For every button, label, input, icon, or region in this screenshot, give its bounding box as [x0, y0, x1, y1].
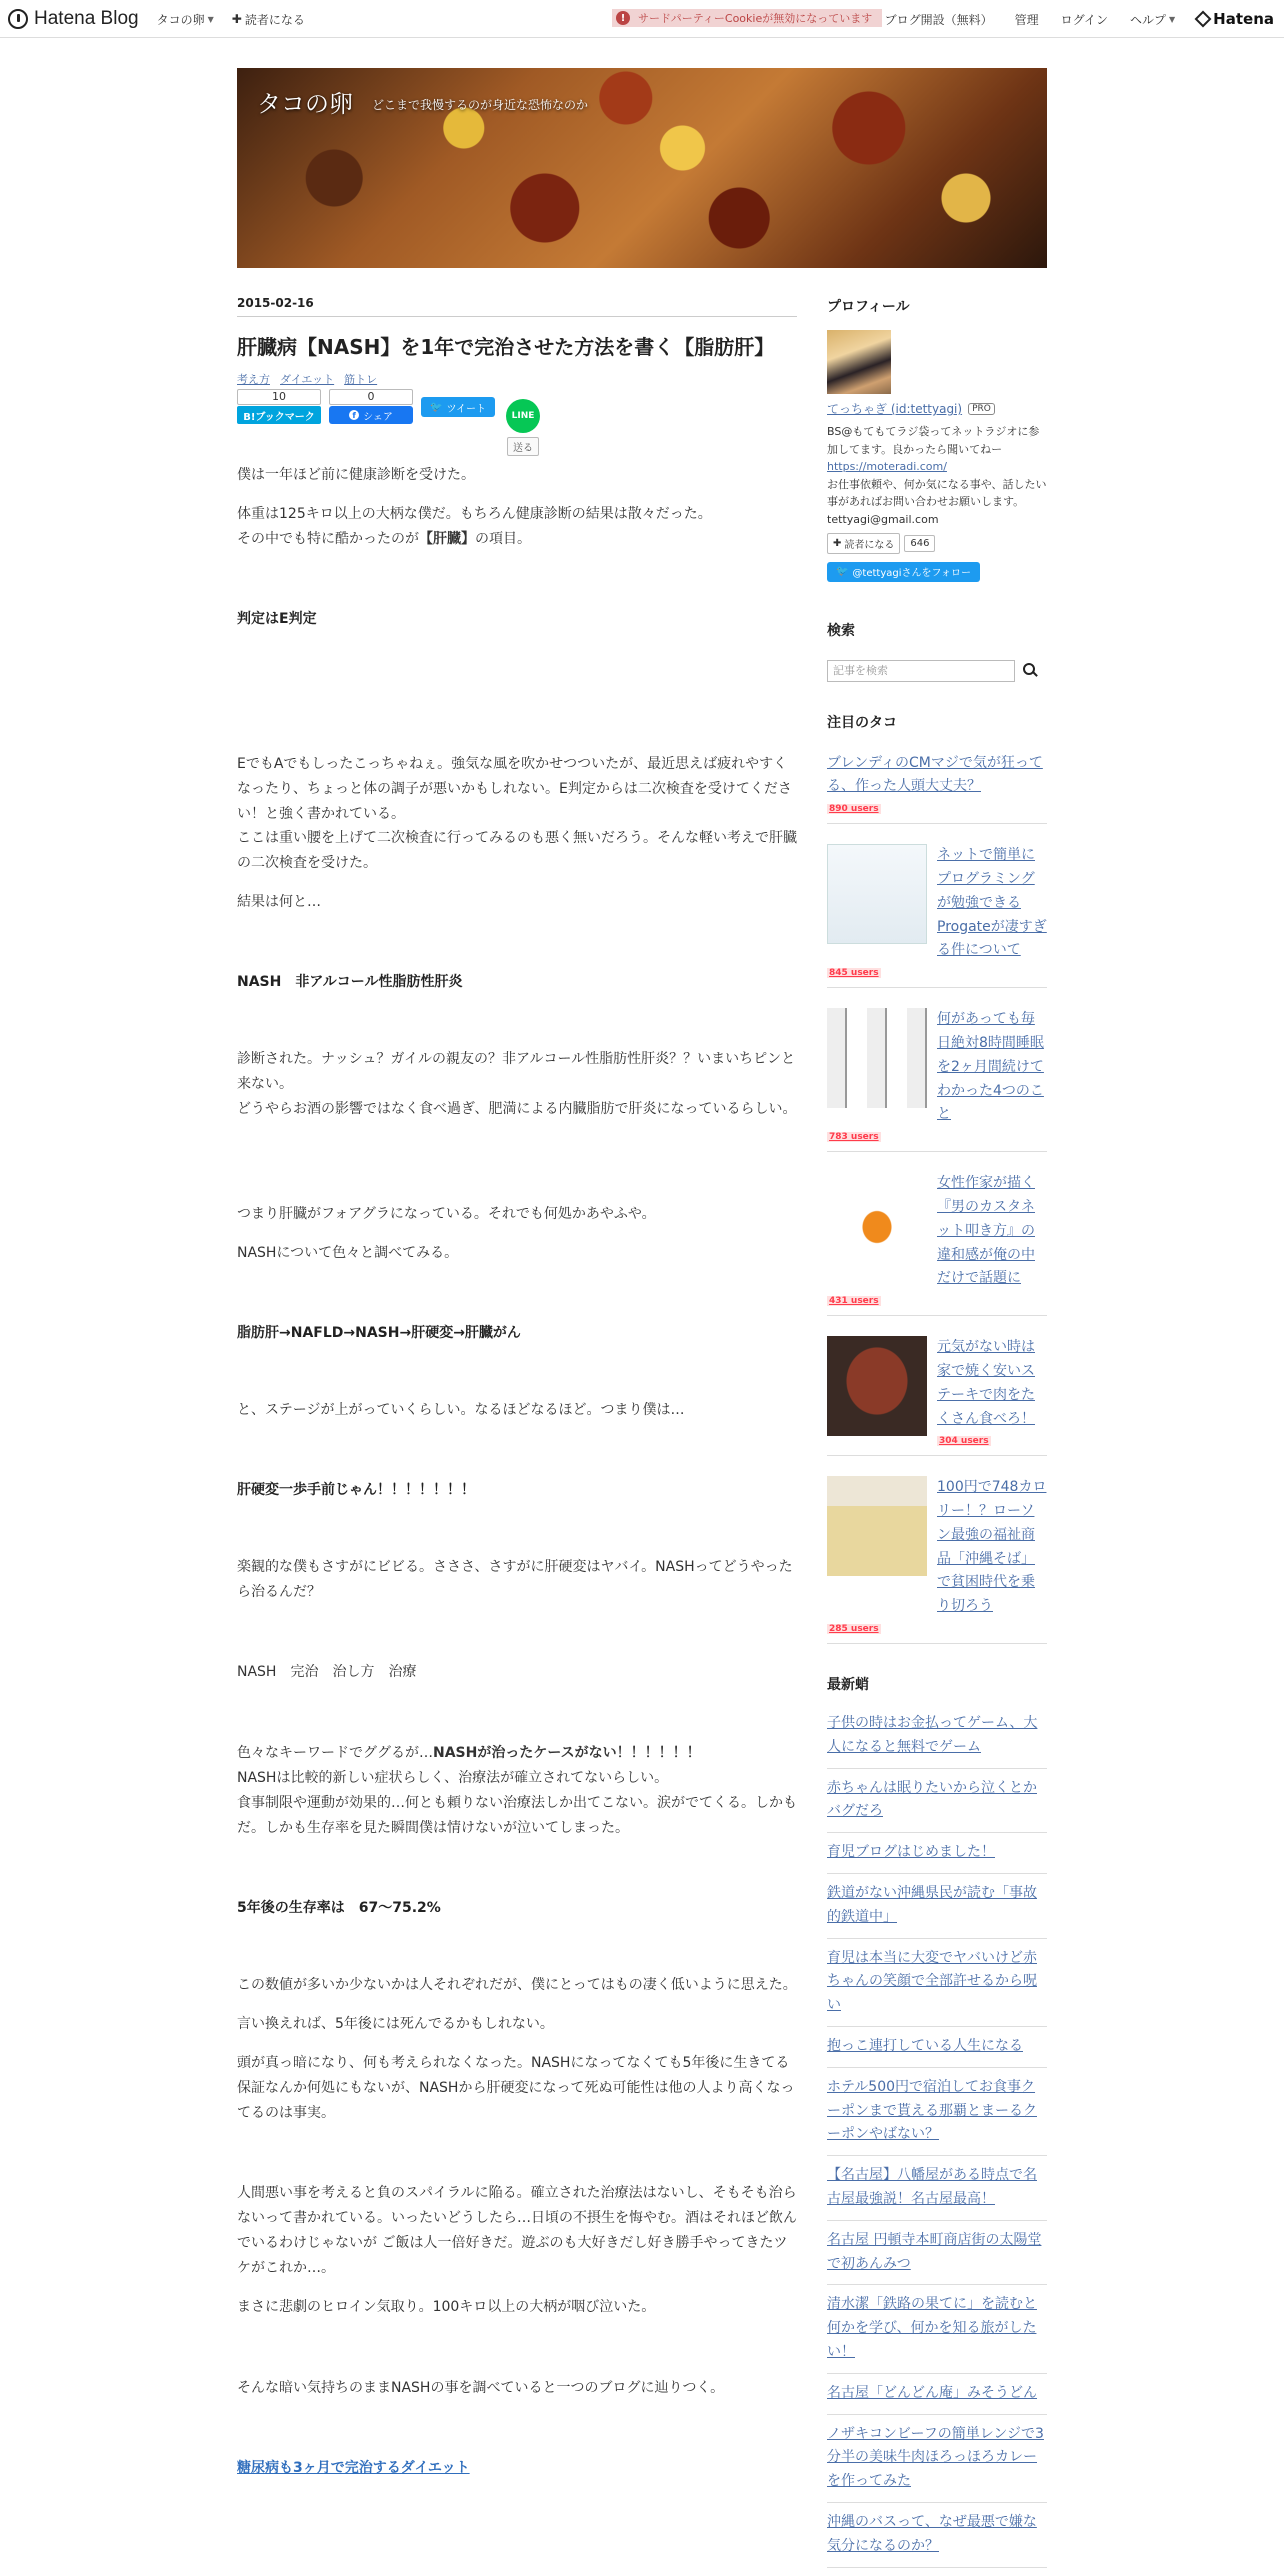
entry-thumbnail[interactable] — [827, 844, 927, 944]
list-item — [827, 1939, 1047, 2027]
list-item — [827, 1008, 1047, 1152]
list-item — [827, 1708, 1047, 1769]
profile-name-link[interactable]: てっちゃぎ (id:tettyagi) — [827, 402, 963, 416]
category-link[interactable]: ダイエット — [280, 373, 335, 386]
cookie-warning[interactable] — [612, 9, 882, 27]
twitter-follow-button[interactable] — [827, 562, 980, 582]
facebook-icon: f — [349, 410, 359, 420]
recent-entry-link[interactable]: 育児ブログはじめました！ — [827, 1844, 995, 1861]
facebook-share-button[interactable] — [329, 406, 413, 424]
recent-entry-link[interactable]: 清水潔「鉄路の果てに」を読むと何かを学び、何かを知る旅がしたい！ — [827, 2296, 1037, 2361]
sidebar — [827, 296, 1047, 2568]
blog-menu[interactable] — [157, 11, 214, 28]
popular-entry-link[interactable]: ネットで簡単にプログラミングが勉強できるProgateが凄すぎる件について — [937, 847, 1047, 959]
brand-text: Hatena Blog — [34, 8, 139, 29]
follow-label: @tettyagiさんをフォロー — [852, 568, 972, 580]
help-menu[interactable] — [1130, 11, 1175, 28]
paragraph: ここは重い腰を上げて二次検査に行ってみるのも悪く無いだろう。そんな軽い考えで肝臓の二次検査を受けた。 — [237, 830, 797, 872]
line-button[interactable]: LINE — [506, 399, 540, 433]
global-header — [0, 0, 1284, 38]
main-article — [237, 296, 797, 2477]
recent-entry-link[interactable]: 沖縄のバスって、なぜ最悪で嫌な気分になるのか？ — [827, 2514, 1037, 2554]
paragraph: そんな暗い気持ちのままNASHの事を調べていると一つのブログに辿りつく。 — [237, 2380, 725, 2396]
line-send-button[interactable]: 送る — [507, 437, 539, 456]
search-row — [827, 660, 1047, 682]
paragraph: 人間悪い事を考えると負のスパイラルに陥る。確立された治療法はないし、そもそも治らないって書かれている。いったいどうしたら…日頃の不摂生を悔やむ。酒はそれほど飲んでいるわけじゃないが ご飯は人一倍好きだ。遊ぶのも大好きだし好き勝手やってきたツケがこれか…。 — [237, 2185, 797, 2277]
paragraph: NASHについて色々と調べてみる。 — [237, 1244, 459, 1261]
reader-count: 646 — [904, 535, 935, 552]
popular-text-block — [937, 1336, 1047, 1447]
list-item — [827, 2415, 1047, 2503]
text: 色々なキーワードでググるが… — [237, 1745, 433, 1762]
facebook-share-label: シェア — [363, 411, 393, 423]
bold-text: 【肝臓】 — [419, 530, 475, 547]
search-icon[interactable] — [1021, 662, 1039, 680]
social-buttons — [237, 389, 797, 454]
bookmark-users-count[interactable]: 285 users — [829, 1624, 879, 1635]
popular-entry-link[interactable]: 元気がない時は家で焼く安いステーキで肉をたくさん食べろ！ — [937, 1339, 1035, 1427]
paragraph — [237, 2457, 797, 2477]
paragraph: と、ステージが上がっていくらしい。なるほどなるほど。つまり僕は… — [237, 1401, 685, 1418]
blog-title[interactable]: タコの卵 — [257, 90, 353, 118]
paragraph: 体重は125キロ以上の大柄な僕だ。もちろん健康診断の結果は散々だった。 — [237, 505, 712, 522]
paragraph — [237, 527, 797, 552]
paragraph: つまり肝臓がフォアグラになっている。それでも何処かあやふや。 — [237, 1205, 656, 1222]
profile-name-row — [827, 400, 1047, 417]
subscribe-button[interactable] — [827, 533, 900, 554]
paragraph: 結果は何と… — [237, 894, 321, 911]
facebook-box — [329, 389, 413, 424]
popular-row — [827, 844, 1047, 963]
list-item — [827, 1874, 1047, 1939]
popular-entry-link[interactable]: 何があっても毎日絶対8時間睡眠を2ヶ月間続けてわかった4つのこと — [937, 1011, 1044, 1123]
paragraph: 僕は一年ほど前に健康診断を受けた。 — [237, 467, 475, 483]
chevron-down-icon: ▼ — [207, 14, 214, 24]
article-link[interactable]: 糖尿病も3ヶ月で完治するダイエット — [237, 2459, 470, 2476]
reader-row — [827, 533, 1047, 554]
bookmark-count: 10 — [237, 389, 321, 405]
section-heading: NASH 非アルコール性脂肪性肝炎 — [237, 974, 463, 991]
hatena-bookmark-box — [237, 389, 321, 424]
profile-heading: プロフィール — [827, 299, 910, 315]
tweet-button[interactable] — [421, 397, 495, 417]
entry-title[interactable]: 肝臓病【NASH】を1年で完治させた方法を書く【脂肪肝】 — [237, 335, 775, 359]
paragraph: EでもAでもしったこっちゃねぇ。強気な風を吹かせつついたが、最近思えば疲れやすくなったり、ちょっと体の調子が悪いかもしれない。E判定からは二次検査を受けてください！と強く書かれている。 — [237, 755, 792, 822]
bookmark-users-count[interactable]: 890 users — [829, 804, 879, 815]
list-item — [827, 1769, 1047, 1834]
popular-row — [827, 1008, 1047, 1127]
entry-thumbnail[interactable] — [827, 1172, 927, 1272]
profile-link[interactable]: https://moteradi.com/ — [827, 460, 947, 474]
paragraph: NASH 完治 治し方 治療 — [237, 1664, 417, 1681]
warning-icon: ! — [616, 11, 630, 25]
help-label: ヘルプ — [1130, 12, 1167, 27]
hatena-mark-icon — [1195, 11, 1212, 28]
search-heading: 検索 — [827, 622, 855, 639]
plus-icon: ✚ — [231, 12, 242, 26]
recent-entry-link[interactable]: 赤ちゃんは眠りたいから泣くとかバグだろ — [827, 1779, 1037, 1820]
list-item — [827, 2156, 1047, 2221]
recent-entry-link[interactable]: 名古屋「どんどん庵」みそうどん — [827, 2384, 1037, 2401]
recent-entry-link[interactable]: 名古屋 円頓寺本町商店街の太陽堂で初あんみつ — [827, 2231, 1042, 2272]
paragraph: 診断された。ナッシュ？ガイルの親友の？非アルコール性脂肪性肝炎？？いまいちピンと来ない。 — [237, 1051, 796, 1093]
text: その中でも特に酷かったのが — [237, 530, 419, 547]
entry-thumbnail[interactable] — [827, 1008, 927, 1108]
twitter-bird-icon: 🐦 — [835, 566, 849, 578]
search-input[interactable] — [827, 660, 1015, 682]
entry-thumbnail[interactable] — [827, 1476, 927, 1576]
popular-row — [827, 1336, 1047, 1447]
manage-link[interactable]: 管理 — [1014, 12, 1039, 27]
list-item — [827, 2027, 1047, 2068]
list-item — [827, 2503, 1047, 2568]
recent-entry-link[interactable]: 子供の時はお金払ってゲーム、大人になると無料でゲーム — [827, 1715, 1038, 1755]
section-heading: 5年後の生存率は 67～75.2% — [237, 1899, 441, 1916]
hatena-logo-icon — [8, 9, 28, 29]
entry-date[interactable]: 2015-02-16 — [237, 296, 797, 317]
category-link[interactable]: 筋トレ — [344, 373, 378, 386]
twitter-bird-icon: 🐦 — [430, 401, 443, 413]
list-item — [827, 1336, 1047, 1456]
global-header-left — [8, 0, 305, 38]
section-heading: 肝硬変一歩手前じゃん！！！！！！！ — [237, 1481, 475, 1498]
paragraph: 言い換えれば、5年後には死んでるかもしれない。 — [237, 2015, 554, 2032]
bookmark-users-count[interactable]: 304 users — [939, 1436, 989, 1447]
chevron-down-icon: ▼ — [1169, 14, 1176, 24]
list-item — [827, 752, 1047, 825]
blog-header-banner — [237, 68, 1047, 268]
paragraph: 食事制限や運動が効果的…何とも頼りない治療法しか出てこない。涙がでてくる。しかもだ。しかも生存率を見た瞬間僕は情けないが泣いてしまった。 — [237, 1795, 797, 1837]
bookmark-users-count[interactable]: 845 users — [829, 968, 879, 979]
profile-email: tettyagi@gmail.com — [827, 512, 939, 526]
popular-entry-link[interactable]: 女性作家が描く『男のカスタネット叩き方』の違和感が俺の中だけで話題に — [937, 1175, 1035, 1287]
popular-list — [827, 752, 1047, 1645]
pro-badge: PRO — [968, 403, 995, 415]
blog-menu-label: タコの卵 — [156, 12, 205, 27]
subscribe-link[interactable] — [232, 11, 305, 28]
list-item — [827, 2221, 1047, 2286]
list-item — [827, 2285, 1047, 2373]
entry-body — [237, 463, 797, 2477]
paragraph: NASHは比較的新しい症状らしく、治療法が確立されてないらしい。 — [237, 1770, 669, 1787]
recent-heading: 最新蛸 — [827, 1677, 869, 1694]
bookmark-button[interactable]: B!ブックマーク — [237, 406, 321, 424]
paragraph: この数値が多いか少ないかは人それぞれだが、僕にとってはもの凄く低いように思えた。 — [237, 1976, 797, 1993]
paragraph: 頭が真っ暗になり、何も考えられなくなった。NASHになってなくても5年後に生きてる保証なんか何処にもないが、NASHから肝硬変になって死ぬ可能性は他の人より高くなってるのは事実。 — [237, 2054, 795, 2121]
popular-row — [827, 1476, 1047, 1619]
section-heading: 脂肪肝→NAFLD→NASH→肝硬変→肝臓がん — [237, 1324, 521, 1341]
bold-text: NASHが治ったケースがない！！！！！！ — [433, 1745, 701, 1762]
list-item — [827, 2374, 1047, 2415]
recent-entry-link[interactable]: ホテル500円で宿泊してお食事クーポンまで貰える那覇とまーるクーポンやばない？ — [827, 2078, 1037, 2143]
hatena-link[interactable] — [1197, 10, 1274, 28]
bookmark-users-count[interactable]: 431 users — [829, 1296, 879, 1307]
profile-text: お仕事依頼や、何か気になる事や、話したい事があればお問い合わせお願いします。 — [827, 477, 1047, 509]
list-item — [827, 1172, 1047, 1316]
blog-description: どこまで我慢するのが身近な恐怖なのか — [372, 98, 589, 112]
profile-description — [827, 423, 1047, 529]
paragraph: どうやらお酒の影響ではなく食べ過ぎ、肥満による内臓脂肪で肝炎になっているらしい。 — [237, 1100, 797, 1117]
subscribe-label: 読者になる — [244, 12, 305, 27]
category-link[interactable]: 考え方 — [237, 373, 270, 386]
popular-entry-link[interactable]: ブレンディのCMマジで気が狂ってる、作った人頭大丈夫？ — [827, 754, 1043, 795]
list-item — [827, 844, 1047, 988]
login-link[interactable]: ログイン — [1060, 12, 1108, 27]
facebook-count: 0 — [329, 389, 413, 405]
entry-thumbnail[interactable] — [827, 1336, 927, 1436]
recent-entry-link[interactable]: 【名古屋】八幡屋がある時点で名古屋最強説！名古屋最高！ — [827, 2167, 1037, 2208]
hatena-blog-logo[interactable] — [8, 8, 139, 30]
text: の項目。 — [475, 530, 531, 547]
recent-entry-link[interactable]: 抱っこ連打している人生になる — [827, 2038, 1023, 2055]
profile-text: BS@もてもてラジ袋ってネットラジオに参加してます。良かったら聞いてねー — [827, 425, 1040, 456]
tweet-label: ツイート — [446, 403, 486, 415]
line-share — [503, 399, 543, 456]
cookie-warning-text: サードパーティーCookieが無効になっています — [638, 12, 873, 25]
open-blog-link[interactable]: ブログ開設（無料） — [884, 12, 993, 27]
plus-icon: ✚ — [833, 537, 842, 549]
popular-entry-link[interactable]: 100円で748カロリー！？ローソン最強の福祉商品「沖縄そば」で貧困時代を乗り切ろう — [937, 1479, 1047, 1615]
recent-list — [827, 1708, 1047, 2568]
popular-row — [827, 1172, 1047, 1291]
recent-entry-link[interactable]: 鉄道がない沖縄県民が読む「事故的鉄道中」 — [827, 1885, 1037, 1925]
paragraph — [237, 1741, 797, 1766]
paragraph: まさに悲劇のヒロイン気取り。100キロ以上の大柄が咽び泣いた。 — [237, 2299, 656, 2316]
avatar[interactable] — [827, 330, 891, 394]
recent-entry-link[interactable]: ノザキコンビーフの簡単レンジで3分半の美味牛肉ほろっほろカレーを作ってみた — [827, 2425, 1044, 2490]
list-item — [827, 2068, 1047, 2156]
category-list — [237, 371, 797, 387]
subscribe-label: 読者になる — [844, 539, 895, 551]
bookmark-users-count[interactable]: 783 users — [829, 1132, 879, 1143]
paragraph: 楽観的な僕もさすがにビビる。さささ、さすがに肝硬変はヤバイ。NASHってどうやったら治るんだ？ — [237, 1558, 793, 1600]
section-heading: 判定はE判定 — [237, 610, 317, 627]
list-item — [827, 1476, 1047, 1644]
popular-heading: 注目のタコ — [827, 714, 897, 731]
recent-entry-link[interactable]: 育児は本当に大変でヤバいけど赤ちゃんの笑顔で全部許せるから呪い — [827, 1949, 1037, 2014]
hatena-label: Hatena — [1213, 10, 1274, 28]
global-header-right — [885, 0, 1274, 38]
list-item — [827, 1833, 1047, 1874]
